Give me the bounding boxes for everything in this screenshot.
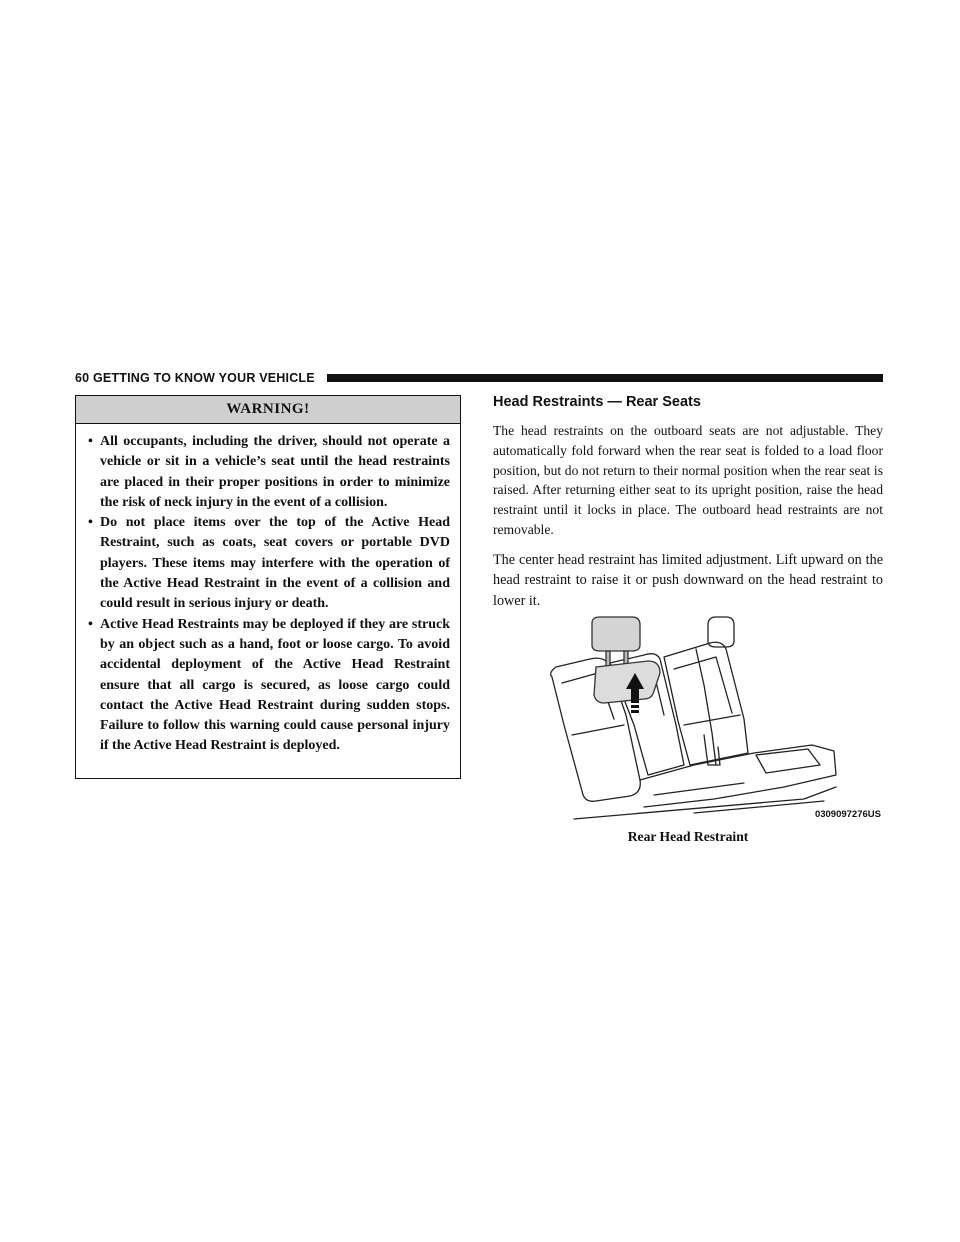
page-header <box>75 370 883 386</box>
figure-code: 0309097276US <box>814 809 881 820</box>
left-seatback-seam <box>572 725 624 735</box>
section-rear-head-restraints <box>493 393 883 621</box>
page-header-text: 60 GETTING TO KNOW YOUR VEHICLE <box>75 371 315 385</box>
rear-seat-drawing <box>544 615 884 825</box>
warning-item-text: Active Head Restraints may be deployed if they are struck by an object such as a hand, foot or loose cargo. To avoid accidental deployment of the Active Head Restraint ensure that all cargo is secured, as loose cargo could contact the Active Head Restraint during sudden stops. Failure to follow this warning could cause personal injury if the Active Head Restraint is deployed. <box>100 616 450 754</box>
figure-caption: Rear Head Restraint <box>627 829 749 844</box>
warning-title: WARNING! <box>76 396 460 424</box>
warning-item <box>88 513 450 614</box>
header-rule <box>327 374 883 382</box>
bullet-icon: • <box>88 434 93 449</box>
warning-list <box>76 424 460 757</box>
warning-box <box>75 395 461 779</box>
warning-item <box>88 432 450 513</box>
rear-seat-illustration <box>544 615 884 825</box>
warning-item-text: Do not place items over the top of the Active Head Restraint, such as coats, seat covers or portable DVD players. These items may interfere with the operation of the Active Head Restraint in the event of a collision and could result in serious injury or death. <box>100 515 450 612</box>
bullet-icon: • <box>88 616 93 632</box>
section-paragraph-2: The center head restraint has limited adjustment. Lift upward on the head restraint to raise it or push downward on the head restraint to lower it. <box>493 551 883 609</box>
section-title: Head Restraints — Rear Seats <box>493 394 701 410</box>
seat-cushion-seam <box>654 783 744 795</box>
center-head-restraint <box>592 617 660 703</box>
right-seatback-seam <box>684 715 740 725</box>
right-seatback-seam <box>674 657 732 713</box>
section-paragraph-1: The head restraints on the outboard seats are not adjustable. They automatically fold forward when the rear seat is folded to a load floor position, but do not return to their normal position when the rear seat is raised. After returning either seat to its upright position, raise the head restraint until it locks in place. The outboard head restraints are not removable. <box>493 423 883 537</box>
bullet-icon: • <box>88 515 93 531</box>
warning-item-text: All occupants, including the driver, should not operate a vehicle or sit in a vehicle’s seat until the head restraints are placed in their proper positions in order to minimize the risk of neck injury in the event of a collision. <box>100 434 450 510</box>
warning-item <box>88 615 450 757</box>
seat-cushion-seam <box>756 749 820 773</box>
